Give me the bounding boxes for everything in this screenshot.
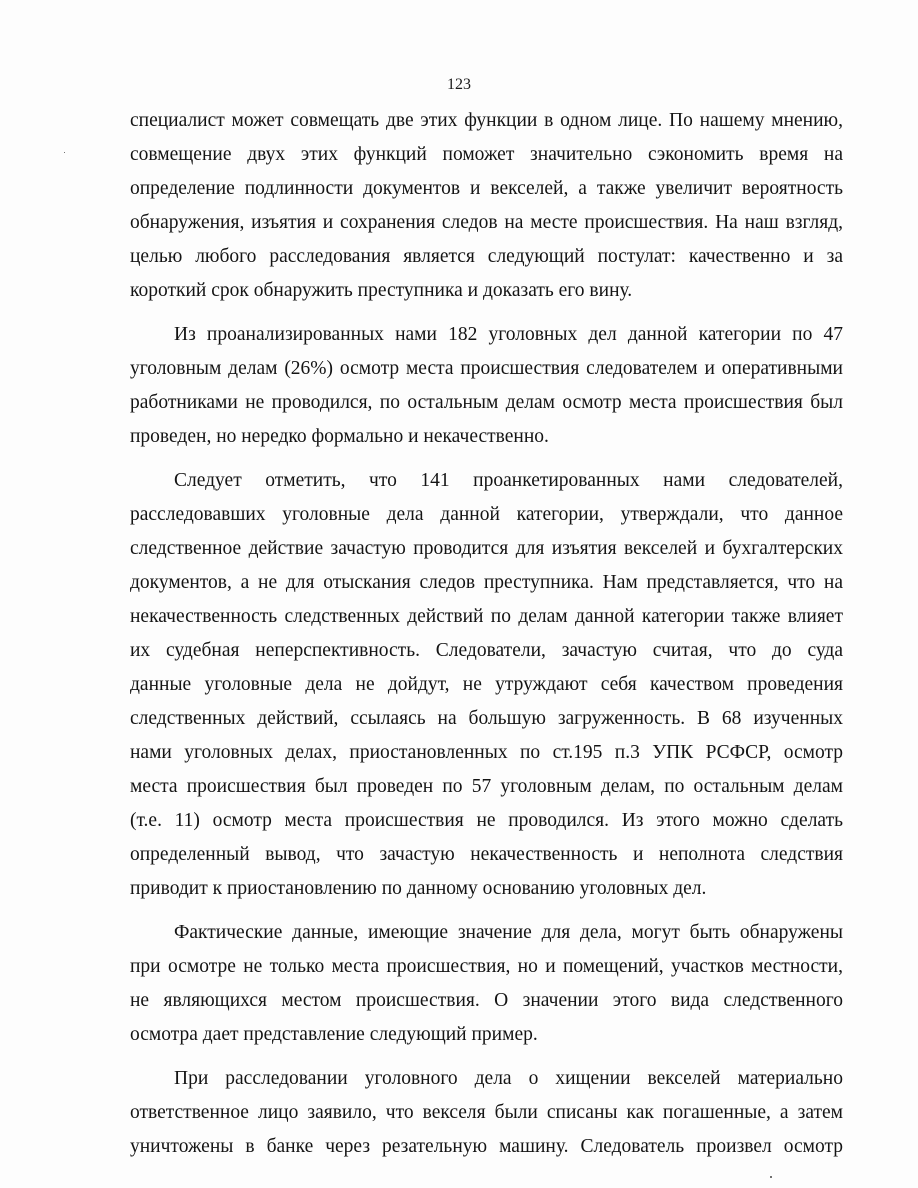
text-line: уничтожены в банке через резательную машину. Следователь произвел осмотр (130, 1136, 843, 1157)
text-line: определение подлинности документов и векселей, а также увеличит вероятность (130, 178, 843, 199)
text-line: некачественность следственных действий по делам данной категории также влияет (130, 606, 843, 627)
paragraph-1 (130, 104, 843, 308)
body-text (130, 104, 843, 1164)
text-line: определенный вывод, что зачастую некачественность и неполнота следствия (130, 844, 843, 865)
text-line: работниками не проводился, по остальным делам осмотр места происшествия был (130, 392, 843, 413)
text-line: Из проанализированных нами 182 уголовных дел данной категории по 47 (174, 324, 843, 345)
text-line: (т.е. 11) осмотр места происшествия не проводился. Из этого можно сделать (130, 810, 843, 831)
page-number: 123 (447, 76, 471, 93)
text-line: осмотра дает представление следующий пример. (130, 1024, 538, 1045)
paragraph-2 (130, 318, 843, 454)
paragraph-3 (130, 464, 843, 906)
text-line: Фактические данные, имеющие значение для дела, могут быть обнаружены (174, 922, 843, 943)
text-line: ответственное лицо заявило, что векселя были списаны как погашенные, а затем (130, 1102, 843, 1123)
text-line: нами уголовных делах, приостановленных по ст.195 п.3 УПК РСФСР, осмотр (130, 742, 843, 763)
text-line: При расследовании уголовного дела о хищении векселей материально (174, 1068, 843, 1089)
text-line: уголовным делам (26%) осмотр места происшествия следователем и оперативными (130, 358, 843, 379)
text-line: документов, а не для отыскания следов преступника. Нам представляется, что на (130, 572, 843, 593)
text-line: совмещение двух этих функций поможет значительно сэкономить время на (130, 144, 843, 165)
scan-speck (770, 1176, 772, 1178)
scan-speck (64, 152, 65, 153)
paragraph-4 (130, 916, 843, 1052)
text-line: следственных действий, ссылаясь на большую загруженность. В 68 изученных (130, 708, 843, 729)
paragraph-5 (130, 1062, 843, 1164)
text-line: места происшествия был проведен по 57 уголовным делам, по остальным делам (130, 776, 843, 797)
text-line: при осмотре не только места происшествия, но и помещений, участков местности, (130, 956, 843, 977)
text-line: не являющихся местом происшествия. О значении этого вида следственного (130, 990, 843, 1011)
text-line: целью любого расследования является следующий постулат: качественно и за (130, 246, 843, 267)
text-line: специалист может совмещать две этих функции в одном лице. По нашему мнению, (130, 110, 843, 131)
text-line: Следует отметить, что 141 проанкетированных нами следователей, (174, 470, 843, 491)
text-line: расследовавших уголовные дела данной категории, утверждали, что данное (130, 504, 843, 525)
text-line: следственное действие зачастую проводится для изъятия векселей и бухгалтерских (130, 538, 843, 559)
text-line: короткий срок обнаружить преступника и доказать его вину. (130, 280, 633, 301)
text-line: обнаружения, изъятия и сохранения следов на месте происшествия. На наш взгляд, (130, 212, 843, 233)
text-line: проведен, но нередко формально и некачественно. (130, 426, 549, 447)
text-line: их судебная неперспективность. Следователи, зачастую считая, что до суда (130, 640, 843, 661)
text-line: приводит к приостановлению по данному основанию уголовных дел. (130, 878, 707, 899)
text-line: данные уголовные дела не дойдут, не утруждают себя качеством проведения (130, 674, 843, 695)
